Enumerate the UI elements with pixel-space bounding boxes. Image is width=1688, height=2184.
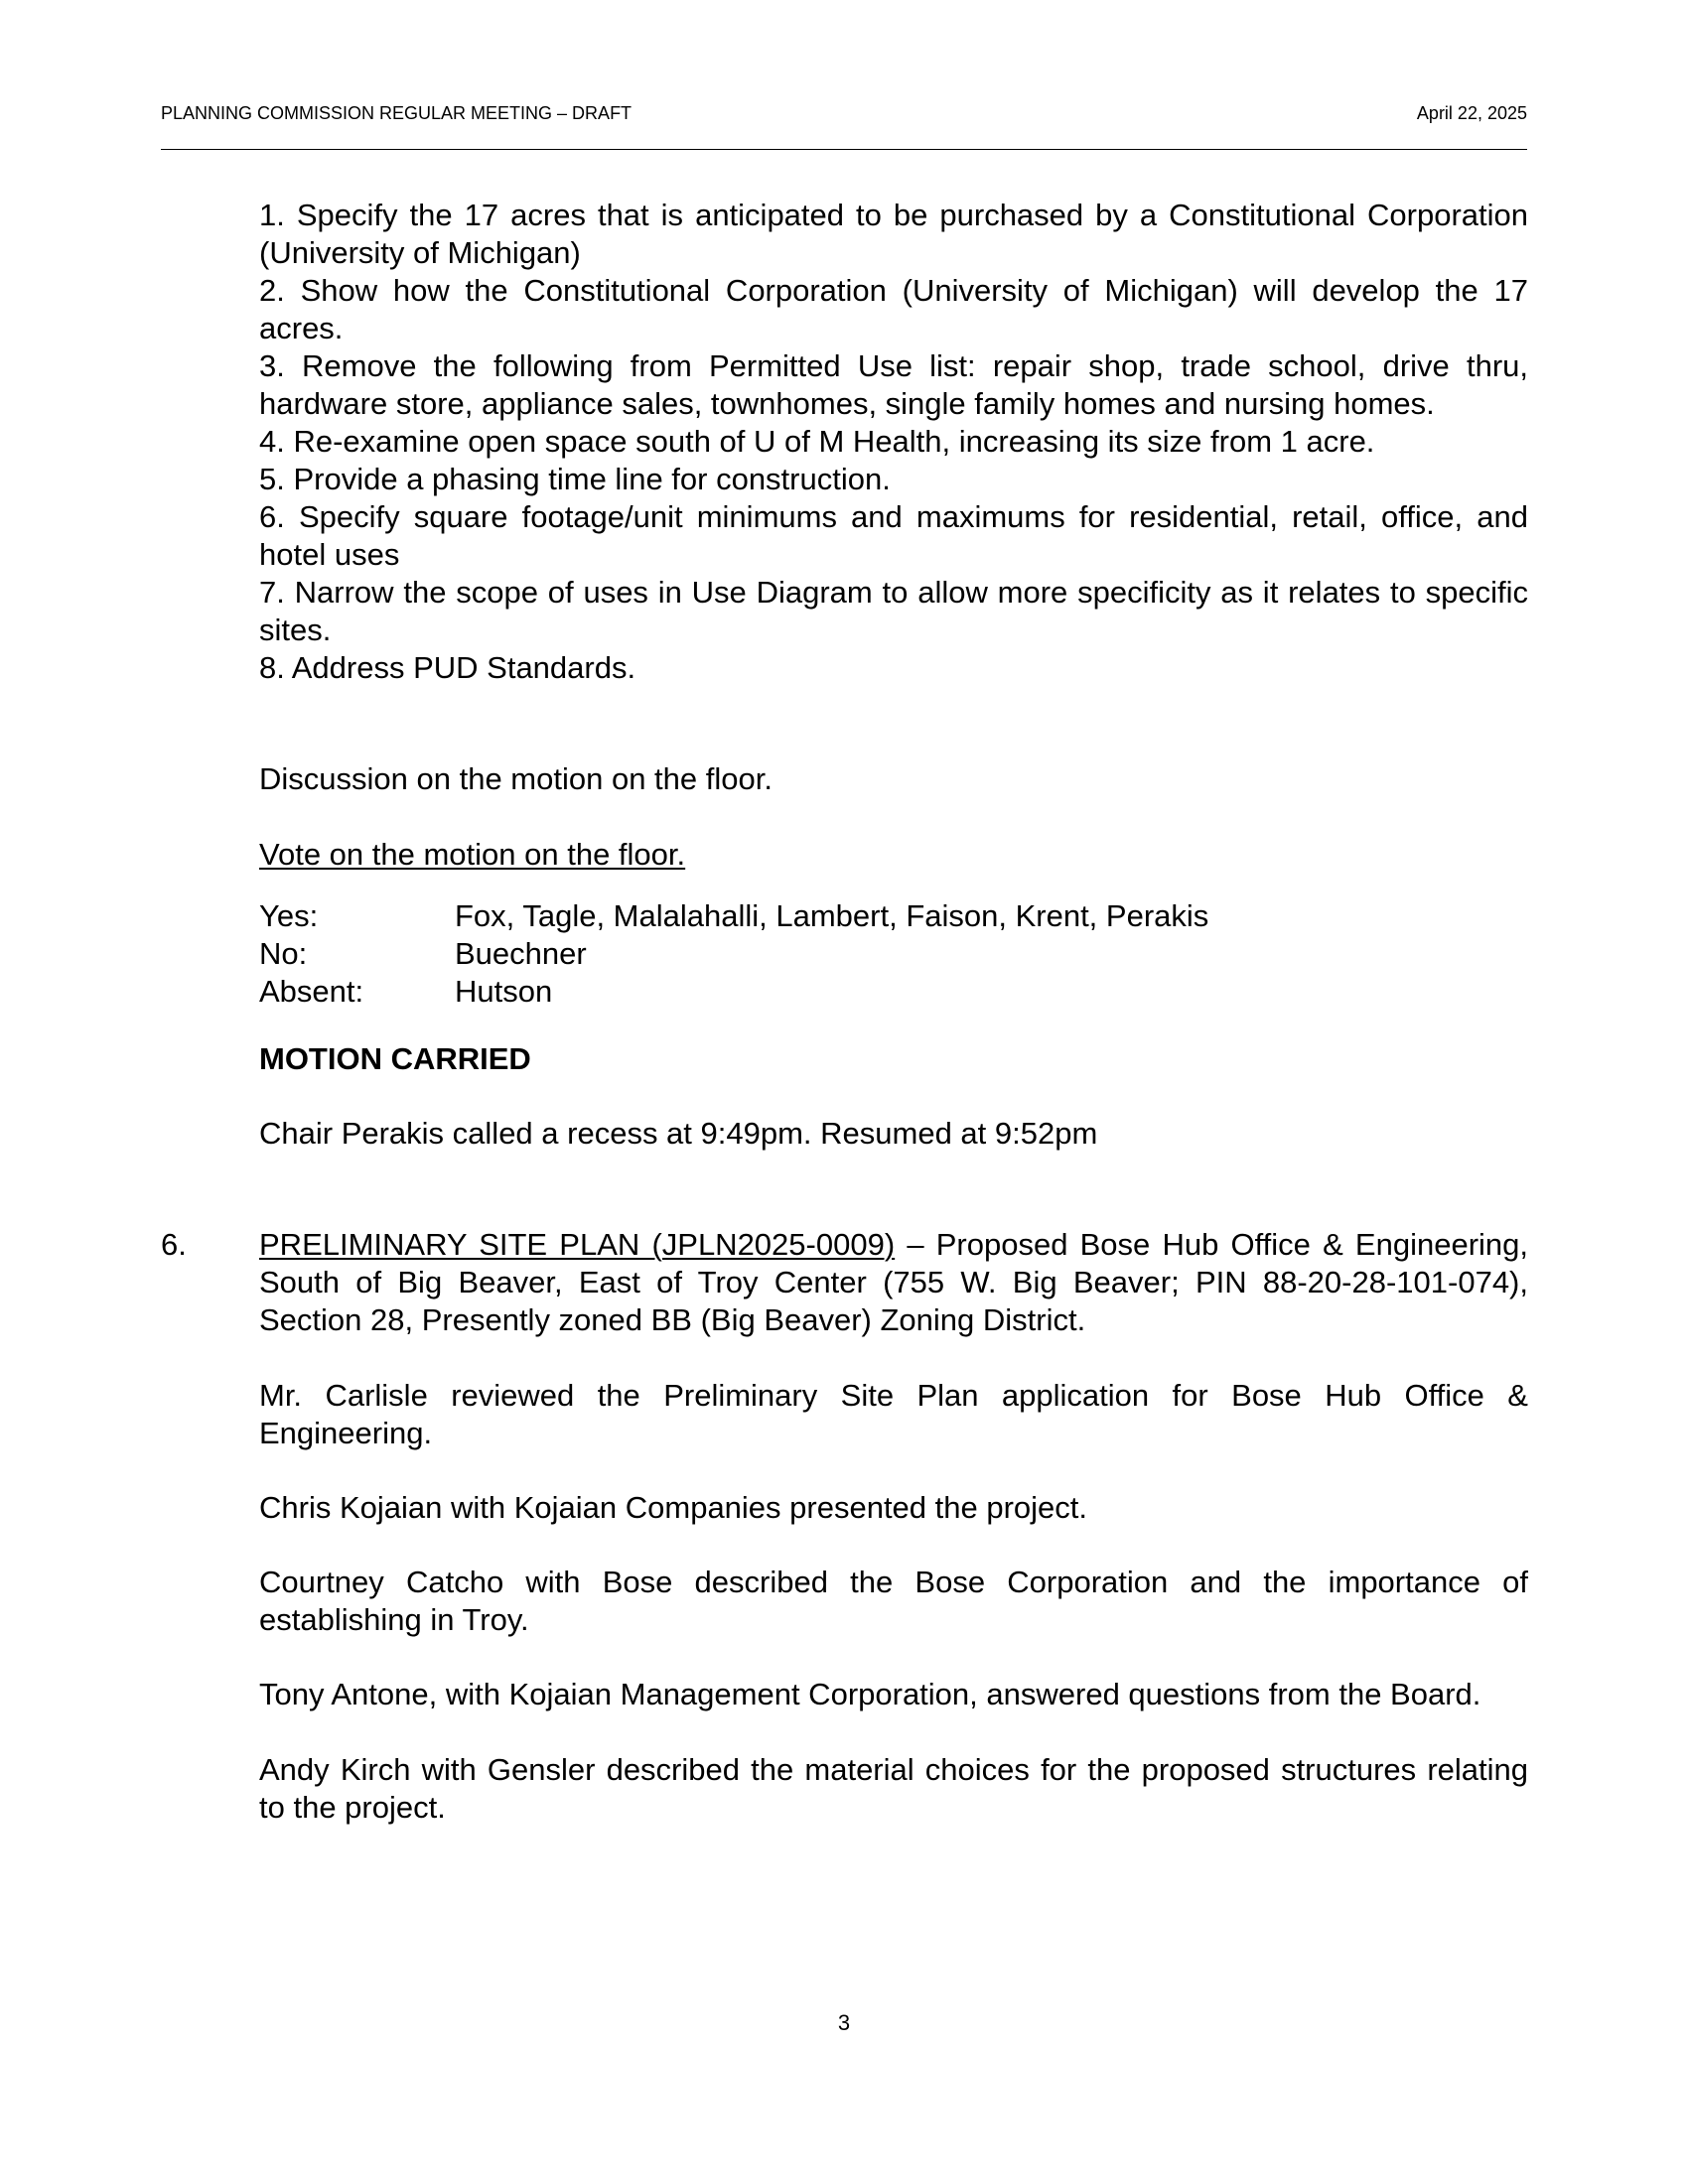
header-title: PLANNING COMMISSION REGULAR MEETING – DRAFT <box>161 103 633 123</box>
list-item: 1. Specify the 17 acres that is anticipated to be purchased by a Constitutional Corporation (University of Michigan) <box>259 198 1528 270</box>
item-title-rest: – Proposed Bose Hub Office & Engineering, South of Big Beaver, East of Troy Center (755 W. Big Beaver; PIN 88-20-28-101-074), Section 28, Presently zoned BB (Big Beaver) Zoning District. <box>259 1227 1528 1337</box>
paragraph: Chris Kojaian with Kojaian Companies presented the project. <box>259 1490 1088 1525</box>
vote-table <box>259 897 1528 1011</box>
header-date: April 22, 2025 <box>1416 103 1527 123</box>
item-number: 6. <box>161 1227 187 1262</box>
list-item: 8. Address PUD Standards. <box>259 650 636 685</box>
discussion-text: Discussion on the motion on the floor. <box>259 761 773 796</box>
vote-absent-names: Hutson <box>455 974 553 1009</box>
list-item: 2. Show how the Constitutional Corporation (University of Michigan) will develop the 17 acres. <box>259 273 1528 345</box>
motion-result: MOTION CARRIED <box>259 1041 531 1076</box>
vote-row-absent <box>259 973 1528 1011</box>
recess-note: Chair Perakis called a recess at 9:49pm. Resumed at 9:52pm <box>259 1116 1098 1151</box>
list-item: 6. Specify square footage/unit minimums and maximums for residential, retail, office, and hotel uses <box>259 499 1528 572</box>
list-item: 4. Re-examine open space south of U of M Health, increasing its size from 1 acre. <box>259 424 1375 459</box>
page-number: 3 <box>837 2010 851 2035</box>
vote-yes-label: Yes: <box>259 898 319 933</box>
vote-no-label: No: <box>259 936 308 971</box>
item-title <box>259 1226 1528 1339</box>
paragraph: Courtney Catcho with Bose described the Bose Corporation and the importance of establishing in Troy. <box>259 1565 1528 1637</box>
paragraph: Andy Kirch with Gensler described the material choices for the proposed structures relating to the project. <box>259 1752 1528 1825</box>
page-header <box>161 99 1527 150</box>
vote-absent-label: Absent: <box>259 974 364 1009</box>
list-item: 7. Narrow the scope of uses in Use Diagram to allow more specificity as it relates to specific sites. <box>259 575 1528 647</box>
item-title-link: PRELIMINARY SITE PLAN (JPLN2025-0009) <box>259 1227 896 1262</box>
vote-row-yes <box>259 897 1528 935</box>
paragraph: Tony Antone, with Kojaian Management Corporation, answered questions from the Board. <box>259 1677 1481 1711</box>
vote-yes-names: Fox, Tagle, Malalahalli, Lambert, Faison, Krent, Perakis <box>455 898 1209 933</box>
vote-no-names: Buechner <box>455 936 587 971</box>
vote-row-no <box>259 935 1528 973</box>
paragraph: Mr. Carlisle reviewed the Preliminary Site Plan application for Bose Hub Office & Engineering. <box>259 1378 1528 1450</box>
vote-heading: Vote on the motion on the floor. <box>259 837 686 872</box>
list-item: 5. Provide a phasing time line for construction. <box>259 462 891 496</box>
conditions-list <box>259 197 1528 687</box>
list-item: 3. Remove the following from Permitted Use list: repair shop, trade school, drive thru, hardware store, appliance sales, townhomes, single family homes and nursing homes. <box>259 348 1528 421</box>
